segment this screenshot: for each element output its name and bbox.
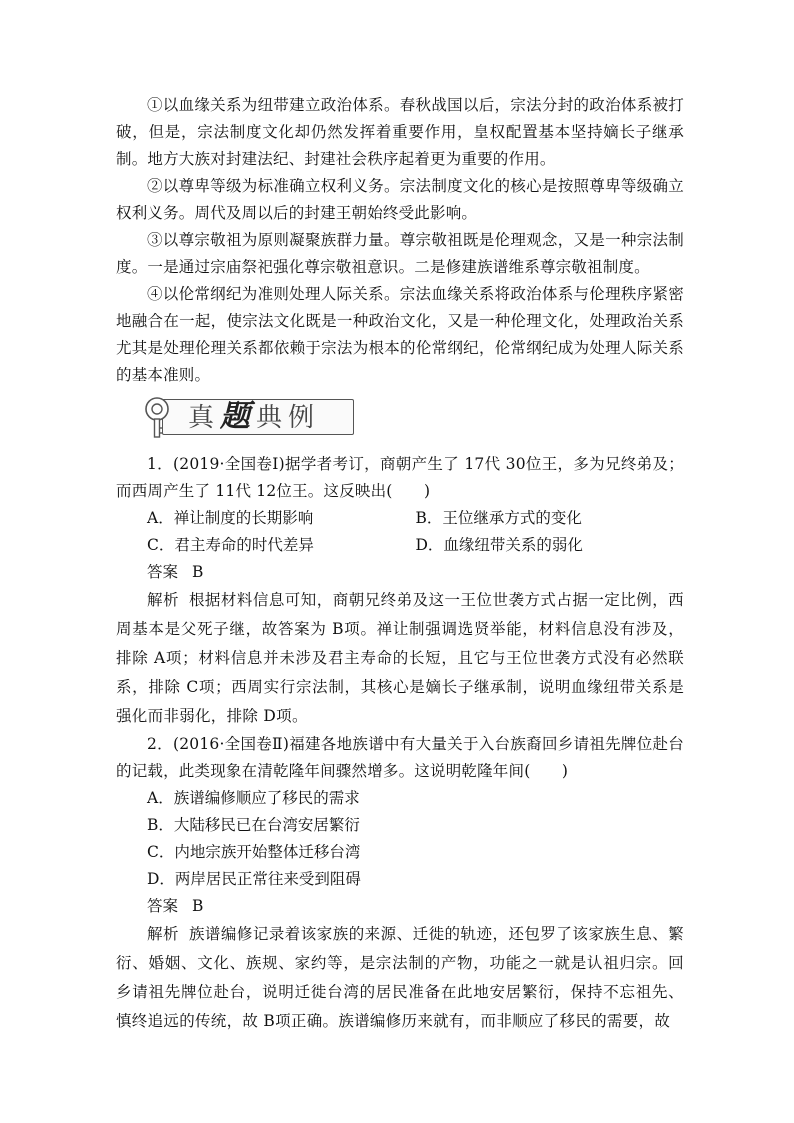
banner-title	[188, 399, 320, 435]
question-1-answer	[116, 559, 684, 586]
question-1-option-a: A．禅让制度的长期影响	[147, 509, 314, 527]
question-1-option-d: D．血缘纽带关系的弱化	[415, 536, 583, 554]
banner-char-2: 题	[220, 399, 257, 434]
question-1-options-row-1	[116, 505, 684, 532]
section-banner	[140, 395, 360, 439]
question-2-stem: 2．(2016·全国卷Ⅱ)福建各地族谱中有大量关于入台族裔回乡请祖先牌位赴台的记载，此类现象在清乾隆年间骤然增多。这说明乾隆年间( )	[116, 735, 684, 780]
answer-value: B	[192, 563, 204, 581]
analysis-text: 族谱编修记录着该家族的来源、迁徙的轨迹，还包罗了该家族生息、繁衍、婚姻、文化、族规、家约等，是宗法制的产物，功能之一就是认祖归宗。回乡请祖先牌位赴台，说明迁徙台湾的居民准备在此地安居繁衍，保持不忘祖先、慎终追远的传统，故 B项正确。族谱编修历来就有，而非顺应了移民的需要，故	[116, 925, 684, 1030]
question-2-option-d: D．两岸居民正常往来受到阻碍	[147, 870, 361, 888]
analysis-label: 解析	[147, 591, 179, 609]
analysis-text: 根据材料信息可知，商朝兄终弟及这一王位世袭方式占据一定比例，西周基本是父死子继，故答案为 B项。禅让制强调选贤举能，材料信息没有涉及，排除 A项；材料信息并未涉及君主寿命的长短，且它与王位世袭方式没有必然联系，排除 C项；西周实行宗法制，其核心是嫡长子继承制，说明血缘纽带关系是强化而非弱化，排除 D项。	[116, 591, 684, 725]
intro-paragraph-4: ④以伦常纲纪为准则处理人际关系。宗法血缘关系将政治体系与伦理秩序紧密地融合在一起，使宗法文化既是一种政治文化，又是一种伦理文化，处理政治关系尤其是处理伦理关系都依赖于宗法为根本的伦常纲纪，伦常纲纪成为处理人际关系的基本准则。	[116, 285, 684, 384]
intro-paragraph-2: ②以尊卑等级为标准确立权利义务。宗法制度文化的核心是按照尊卑等级确立权利义务。周代及周以后的封建王朝始终受此影响。	[116, 177, 684, 222]
question-1-option-c: C．君主寿命的时代差异	[147, 536, 314, 554]
question-1-stem: 1．(2019·全国卷Ⅰ)据学者考订，商朝产生了 17代 30位王，多为兄终弟及；而西周产生了 11代 12位王。这反映出( )	[116, 455, 684, 500]
page-content	[116, 92, 684, 1036]
question-1-options-row-2	[116, 532, 684, 559]
key-icon	[140, 395, 174, 439]
intro-paragraph-1: ①以血缘关系为纽带建立政治体系。春秋战国以后，宗法分封的政治体系被打破，但是，宗法制度文化却仍然发挥着重要作用，皇权配置基本坚持嫡长子继承制。地方大族对封建法纪、封建社会秩序起着更为重要的作用。	[116, 96, 684, 168]
question-2-option-c: C．内地宗族开始整体迁移台湾	[147, 843, 361, 861]
answer-value: B	[192, 897, 204, 915]
analysis-label: 解析	[147, 925, 179, 943]
intro-paragraph-3: ③以尊宗敬祖为原则凝聚族群力量。尊宗敬祖既是伦理观念，又是一种宗法制度。一是通过宗庙祭祀强化尊宗敬祖意识。二是修建族谱维系尊宗敬祖制度。	[116, 231, 684, 276]
question-1-option-b: B．王位继承方式的变化	[415, 509, 582, 527]
question-2-answer	[116, 893, 684, 920]
question-1-analysis	[116, 586, 684, 731]
answer-label: 答案	[147, 563, 179, 581]
question-2-option-a: A．族谱编修顺应了移民的需求	[147, 789, 360, 807]
answer-label: 答案	[147, 897, 179, 915]
banner-char-3: 典例	[256, 403, 321, 433]
question-2-analysis	[116, 920, 684, 1036]
banner-char-1: 真	[188, 403, 221, 433]
question-2-option-b: B．大陆移民已在台湾安居繁衍	[147, 816, 360, 834]
